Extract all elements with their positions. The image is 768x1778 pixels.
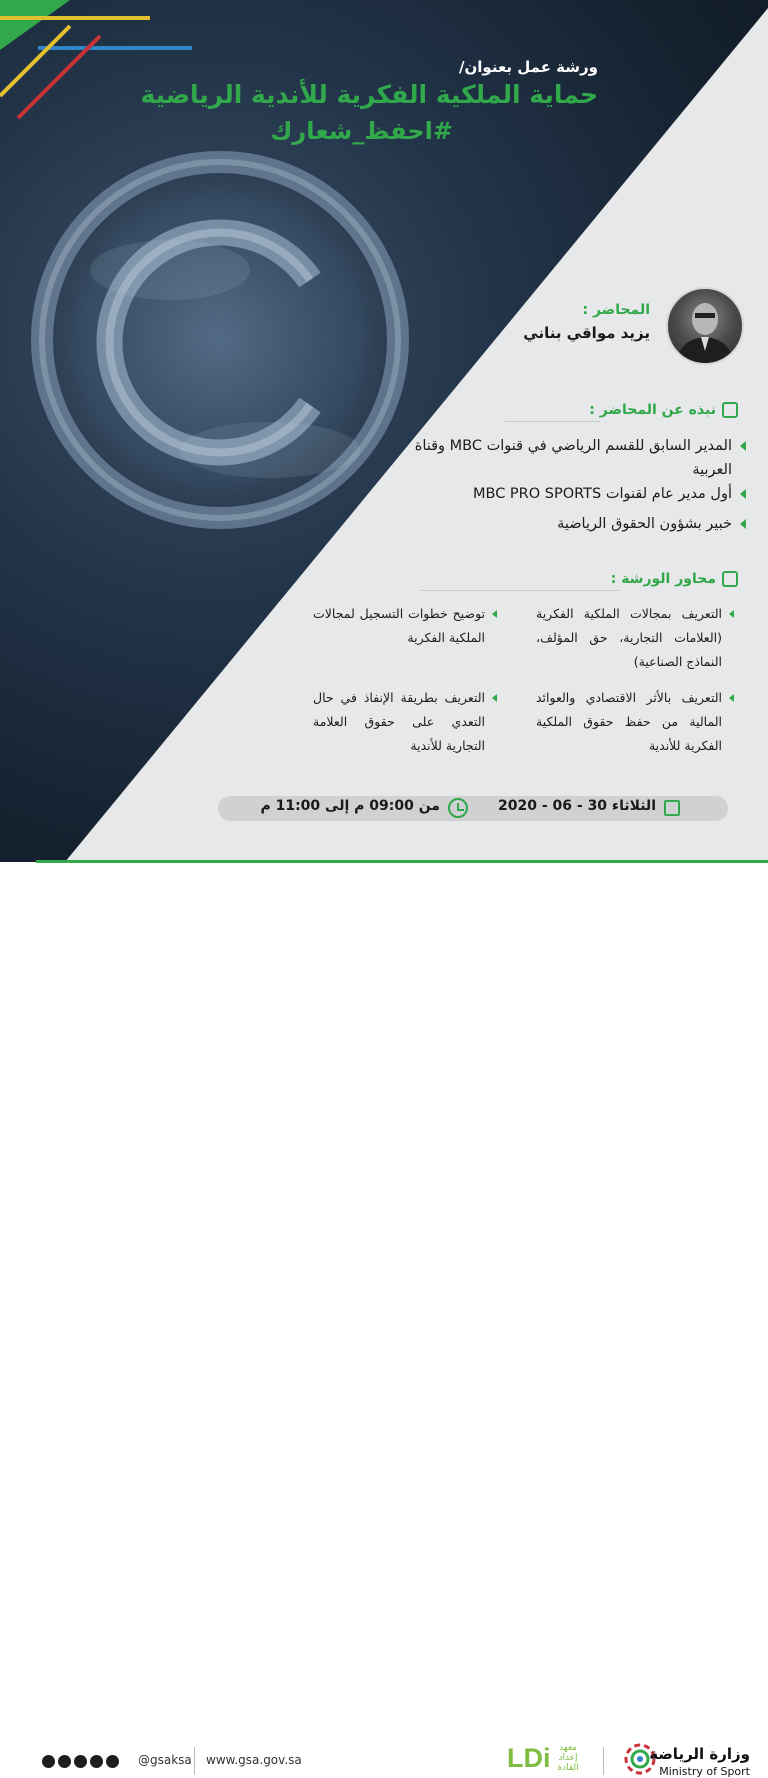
bio-heading bbox=[589, 402, 738, 418]
clipboard-icon bbox=[722, 402, 738, 418]
bio-item: خبير بشؤون الحقوق الرياضية bbox=[402, 512, 732, 536]
bio-item: أول مدير عام لقنوات MBC PRO SPORTS bbox=[402, 482, 732, 506]
pre-title: ورشة عمل بعنوان/ bbox=[459, 58, 598, 76]
clock-icon bbox=[448, 798, 468, 818]
divider bbox=[505, 421, 600, 422]
ministry-name-english: Ministry of Sport bbox=[659, 1765, 750, 1778]
topic-item: التعريف بطريقة الإنفاذ في حال التعدي على حقوق العلامة التجارية للأندية bbox=[313, 686, 485, 758]
bio-item: المدير السابق للقسم الرياضي في قنوات MBC وقناة العربية bbox=[402, 434, 732, 482]
footer bbox=[0, 863, 768, 1778]
snapchat-icon[interactable] bbox=[74, 1755, 87, 1768]
lecturer-photo bbox=[666, 287, 744, 365]
event-time: من 09:00 م إلى 11:00 م bbox=[260, 798, 440, 814]
ldi-logo: LDi bbox=[507, 1743, 551, 1773]
divider bbox=[603, 1747, 604, 1775]
website-link[interactable]: www.gsa.gov.sa bbox=[206, 1753, 302, 1767]
instagram-icon[interactable] bbox=[106, 1755, 119, 1768]
divider bbox=[194, 1747, 195, 1775]
lecturer-name: يزيد مواقي بناني bbox=[523, 324, 650, 342]
youtube-icon[interactable] bbox=[90, 1755, 103, 1768]
event-date: الثلاثاء 30 - 06 - 2020 bbox=[497, 798, 656, 814]
list-icon bbox=[722, 571, 738, 587]
bio-heading-text: نبذه عن المحاضر : bbox=[589, 402, 716, 418]
workshop-title: حماية الملكية الفكرية للأندية الرياضية bbox=[140, 80, 598, 109]
facebook-icon[interactable] bbox=[42, 1755, 55, 1768]
topic-item: التعريف بمجالات الملكية الفكرية (العلامات التجارية، حق المؤلف، النماذج الصناعية) bbox=[536, 602, 722, 674]
hashtag: #احفظ_شعارك bbox=[270, 117, 453, 145]
lecturer-label: المحاضر : bbox=[582, 302, 650, 318]
copyright-smoke-symbol bbox=[20, 130, 420, 550]
calendar-icon bbox=[664, 800, 680, 816]
twitter-icon[interactable] bbox=[58, 1755, 71, 1768]
poster bbox=[0, 0, 768, 862]
topics-heading bbox=[611, 571, 738, 587]
topic-item: التعريف بالأثر الاقتصادي والعوائد المالية من حفظ حقوق الملكية الفكرية للأندية bbox=[536, 686, 722, 758]
social-handle[interactable]: @gsaksa bbox=[138, 1753, 192, 1767]
ldi-arabic-name: معهد إعداد القادة bbox=[557, 1743, 579, 1773]
topics-heading-text: محاور الورشة : bbox=[610, 571, 716, 587]
divider bbox=[420, 590, 620, 591]
topic-item: توضيح خطوات التسجيل لمجالات الملكية الفكرية bbox=[313, 602, 485, 650]
decorative-stripes bbox=[0, 0, 220, 140]
ministry-name-arabic: وزارة الرياضة bbox=[649, 1745, 750, 1763]
